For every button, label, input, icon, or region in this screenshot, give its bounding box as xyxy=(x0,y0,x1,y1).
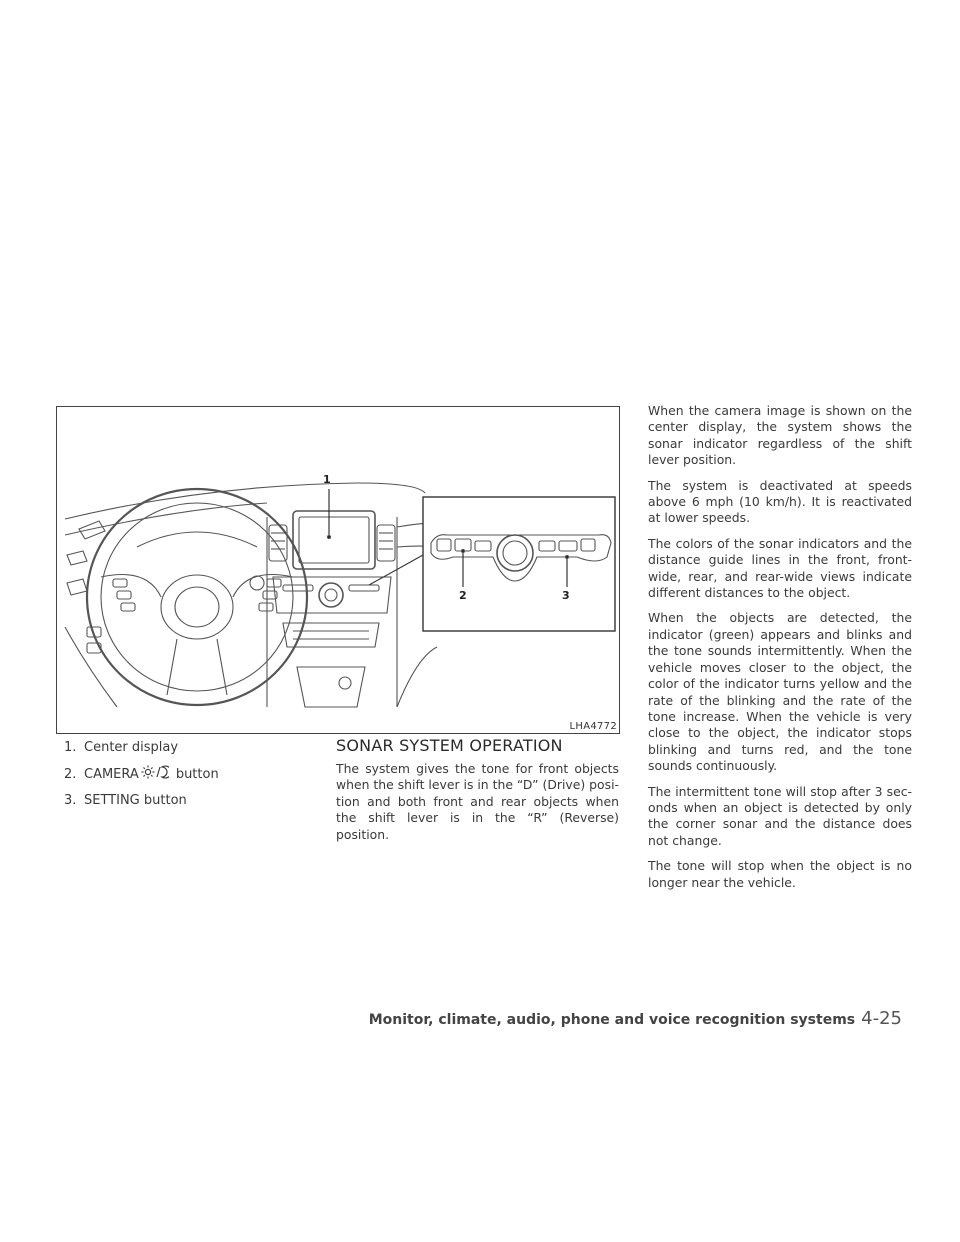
camera-sonar-icon xyxy=(141,765,169,784)
callout-3: 3 xyxy=(562,589,570,602)
sonar-section xyxy=(336,736,619,852)
dashboard-illustration xyxy=(57,407,621,735)
paragraph: The intermittent tone will stop after 3 sec- onds when an object is detected by only the corner sonar and the distance does not change. xyxy=(648,783,912,848)
callout-2: 2 xyxy=(459,589,467,602)
paragraph: The system is deactivated at speeds above 6 mph (10 km/h). It is reactivated at lower speeds. xyxy=(648,477,912,526)
section-title: SONAR SYSTEM OPERATION xyxy=(336,736,563,755)
paragraph: The colors of the sonar indicators and the distance guide lines in the front, front-wide, rear, and rear-wide views indicate different distances to the object. xyxy=(648,535,912,601)
callout-1: 1 xyxy=(323,473,331,486)
caption-2: 2. CAMERA button xyxy=(64,765,324,784)
right-column xyxy=(648,403,912,900)
caption-1: 1. Center display xyxy=(64,740,179,755)
caption-3: 3. SETTING button xyxy=(64,793,187,808)
figure-captions xyxy=(64,740,324,818)
page-number: 4-25 xyxy=(861,1008,902,1029)
paragraph: When the camera image is shown on the center display, the system shows the sonar indicator regardless of the shift lever position. xyxy=(648,403,912,468)
paragraph: The tone will stop when the object is no longer near the vehicle. xyxy=(648,858,912,890)
figure-code: LHA4772 xyxy=(569,721,617,732)
paragraph: When the objects are detected, the indicator (green) appears and blinks and the tone sounds intermittently. When the vehicle moves closer to the object, the color of the indicator turns yellow and the rate of the blinking and the rate of the tone increase. When the vehicle is very close to the object, the indicator stops blinking and turns red, and the tone sounds continuously. xyxy=(648,610,912,774)
page-footer xyxy=(369,1008,902,1029)
section-paragraph: The system gives the tone for front objects when the shift lever is in the “D” (Drive) posi- tion and both front and rear objects when the shift lever is in the “R” (Reverse) position. xyxy=(336,761,619,842)
chapter-title: Monitor, climate, audio, phone and voice recognition systems xyxy=(368,1012,856,1028)
dashboard-figure xyxy=(56,406,620,734)
